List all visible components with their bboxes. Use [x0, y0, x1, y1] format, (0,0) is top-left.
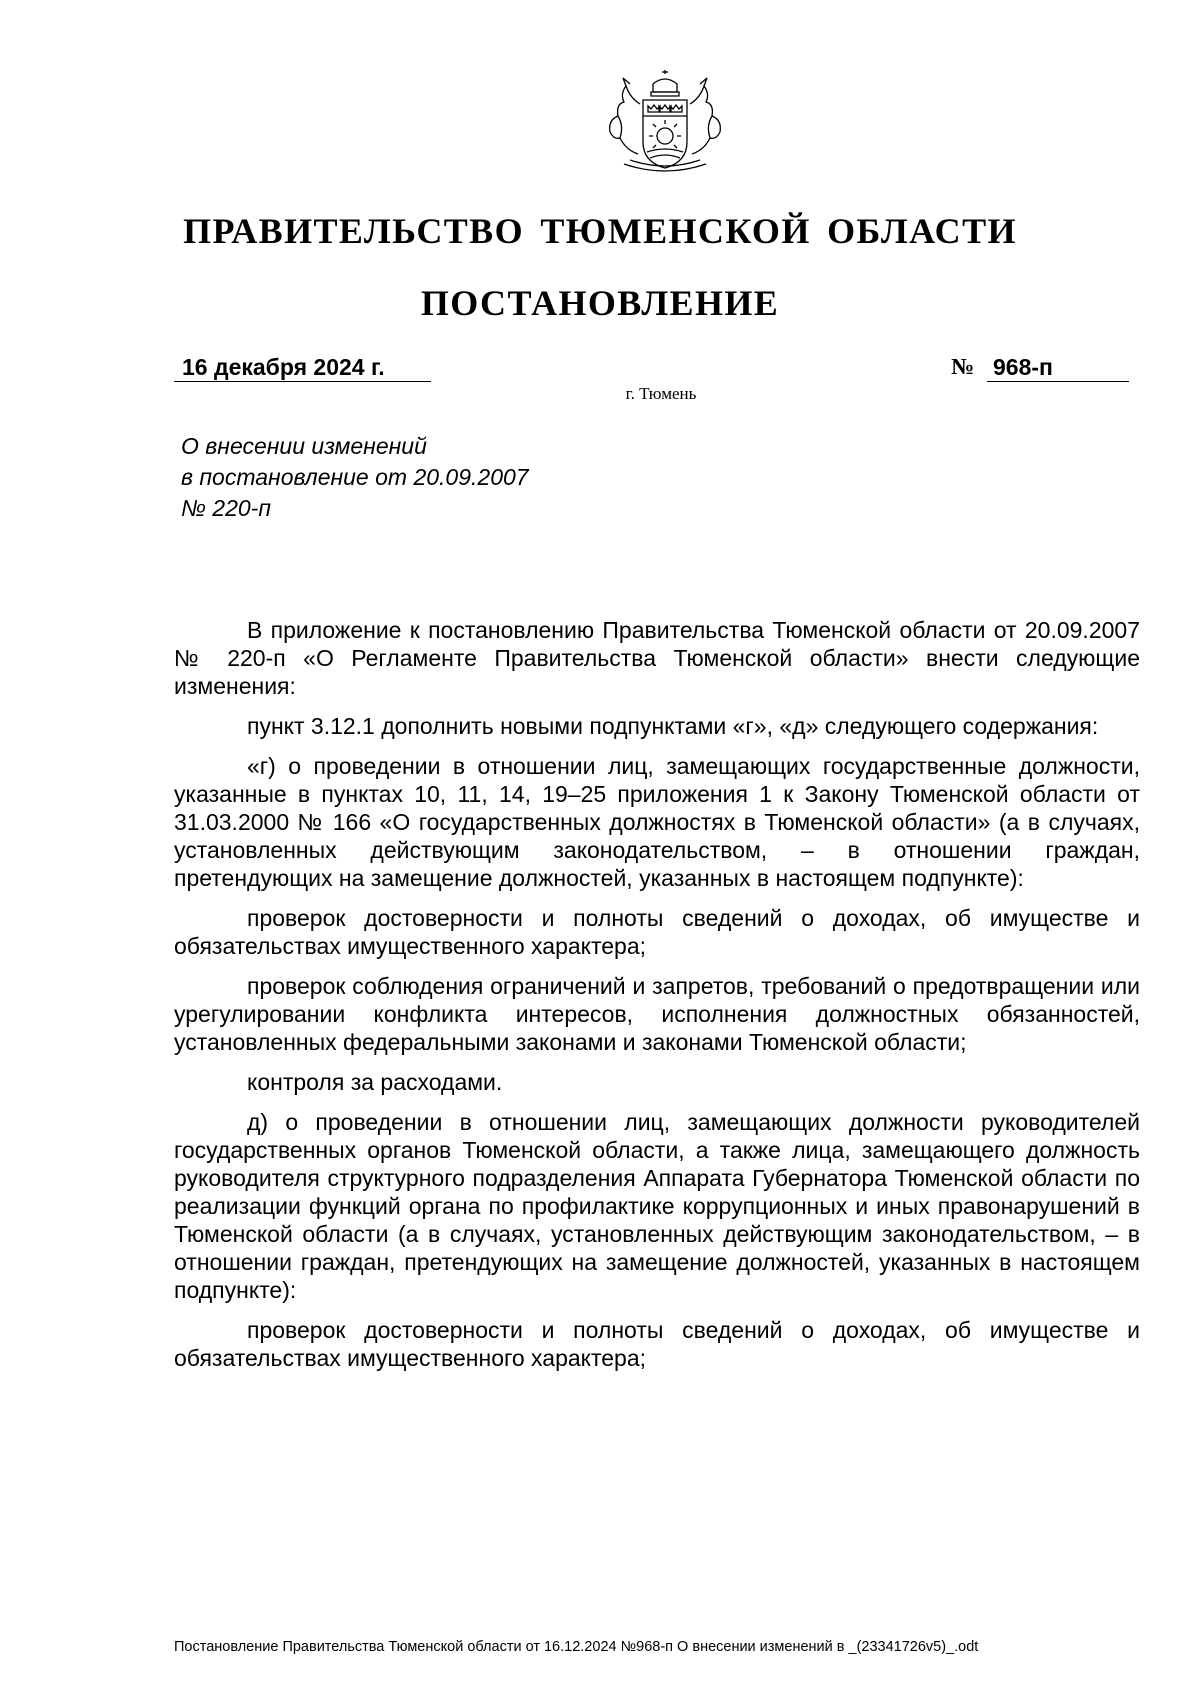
- city-label: г. Тюмень: [625, 384, 697, 403]
- subject-line: № 220-п: [181, 495, 271, 521]
- document-type-title: ПОСТАНОВЛЕНИЕ: [420, 283, 780, 323]
- organization-title: ПРАВИТЕЛЬСТВО ТЮМЕНСКОЙ ОБЛАСТИ: [183, 211, 1017, 251]
- body-paragraph: проверок соблюдения ограничений и запретов, требований о предотвращении или урегулировании конфликта интересов, исполнения должностных обязанностей, установленных федеральными законами и законами Тюменской области;: [174, 973, 1140, 1055]
- document-subject: [181, 431, 529, 524]
- body-paragraph: проверок достоверности и полноты сведений о доходах, об имуществе и обязательствах имущественного характера;: [174, 905, 1140, 959]
- document-number: 968-п: [987, 352, 1129, 382]
- subject-line: О внесении изменений: [181, 433, 427, 459]
- body-paragraph: В приложение к постановлению Правительства Тюменской области от 20.09.2007 № 220-п «О Регламенте Правительства Тюменской области» внести следующие изменения:: [174, 617, 1140, 699]
- body-paragraph: контроля за расходами.: [247, 1069, 503, 1095]
- body-paragraph: д) о проведении в отношении лиц, замещающих должности руководителей государственных органов Тюменской области, а также лица, замещающего должность руководителя структурного подразделения Аппарата Губернатора Тюменской области по реализации функций органа по профилактике коррупционных и иных правонарушений в Тюменской области (а в случаях, установленных действующим законодательством, – в отношении граждан, претендующих на замещение должностей, указанных в настоящем подпункте):: [174, 1109, 1140, 1303]
- body-paragraph: проверок достоверности и полноты сведений о доходах, об имуществе и обязательствах имущественного характера;: [174, 1317, 1140, 1371]
- document-body: [174, 616, 1140, 1384]
- body-paragraph: «г) о проведении в отношении лиц, замещающих государственные должности, указанные в пунктах 10, 11, 14, 19–25 приложения 1 к Закону Тюменской области от 31.03.2000 № 166 «О государственных должностях в Тюменской области» (а в случаях, установленных действующим законодательством, – в отношении граждан, претендующих на замещение должностей, указанных в настоящем подпункте):: [174, 753, 1140, 891]
- coat-of-arms-emblem: [590, 70, 740, 180]
- subject-line: в постановление от 20.09.2007: [181, 464, 529, 490]
- document-date: 16 декабря 2024 г.: [174, 352, 431, 382]
- body-paragraph: пункт 3.12.1 дополнить новыми подпунктами «г», «д» следующего содержания:: [247, 713, 1099, 739]
- tyumen-oblast-coat-of-arms-icon: [590, 70, 740, 180]
- number-label: №: [951, 354, 975, 379]
- document-footer: Постановление Правительства Тюменской области от 16.12.2024 №968-п О внесении изменений в _(23341726v5)_.odt: [174, 1639, 979, 1655]
